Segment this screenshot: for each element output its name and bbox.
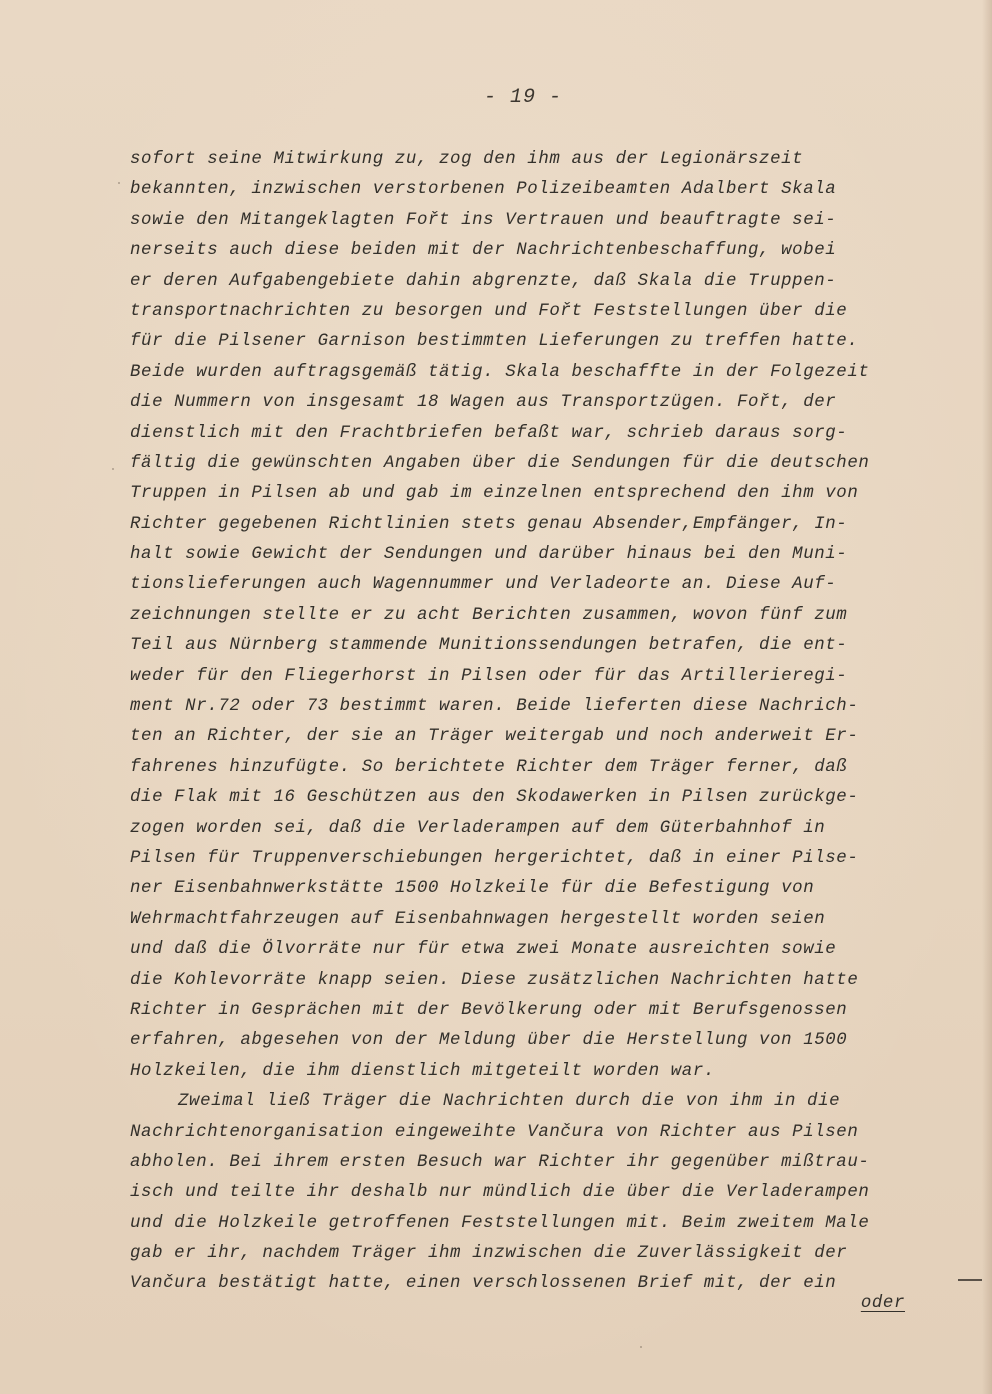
body-text bbox=[130, 145, 970, 1300]
text-line: transportnachrichten zu besorgen und Fořt Feststellungen über die bbox=[130, 301, 848, 321]
text-line: gab er ihr, nachdem Träger ihm inzwischen die Zuverlässigkeit der bbox=[130, 1244, 848, 1264]
text-line: zeichnungen stellte er zu acht Berichten zusammen, wovon fünf zum bbox=[130, 605, 848, 625]
text-line: Holzkeilen, die ihm dienstlich mitgeteilt worden war. bbox=[130, 1061, 715, 1081]
text-line: Richter in Gesprächen mit der Bevölkerung oder mit Berufsgenossen bbox=[130, 1000, 848, 1020]
text-line: fahrenes hinzufügte. So berichtete Richter dem Träger ferner, daß bbox=[130, 757, 848, 777]
paper-speck bbox=[118, 182, 120, 184]
catchword-row bbox=[0, 1294, 905, 1313]
text-line: Wehrmachtfahrzeugen auf Eisenbahnwagen hergestellt worden seien bbox=[130, 909, 826, 929]
text-line: weder für den Fliegerhorst in Pilsen oder für das Artillerieregi- bbox=[130, 666, 848, 686]
text-line: bekannten, inzwischen verstorbenen Polizeibeamten Adalbert Skala bbox=[130, 180, 837, 200]
text-line: die Nummern von insgesamt 18 Wagen aus Transportzügen. Fořt, der bbox=[130, 393, 837, 413]
text-line: er deren Aufgabengebiete dahin abgrenzte, daß Skala die Truppen- bbox=[130, 271, 837, 291]
page-number: - 19 - bbox=[483, 86, 562, 109]
text-line: dienstlich mit den Frachtbriefen befaßt war, schrieb daraus sorg- bbox=[130, 423, 848, 443]
catchword: oder bbox=[860, 1294, 905, 1313]
text-line: die Kohlevorräte knapp seien. Diese zusätzlichen Nachrichten hatte bbox=[130, 970, 859, 990]
text-line: und die Holzkeile getroffenen Feststellungen mit. Beim zweitem Male bbox=[130, 1213, 870, 1233]
text-line: Vančura bestätigt hatte, einen verschlossenen Brief mit, der ein bbox=[130, 1274, 837, 1294]
text-line: ner Eisenbahnwerkstätte 1500 Holzkeile für die Befestigung von bbox=[130, 879, 815, 899]
text-line: Pilsen für Truppenverschiebungen hergerichtet, daß in einer Pilse- bbox=[130, 848, 859, 868]
text-line: halt sowie Gewicht der Sendungen und darüber hinaus bei den Muni- bbox=[130, 545, 848, 565]
paragraph-start-line: Zweimal ließ Träger die Nachrichten durch die von ihm in die bbox=[178, 1092, 841, 1112]
paper-speck bbox=[640, 1346, 642, 1348]
text-line: erfahren, abgesehen von der Meldung über die Herstellung von 1500 bbox=[130, 1031, 848, 1051]
margin-dash-mark bbox=[958, 1279, 982, 1281]
text-line: fältig die gewünschten Angaben über die Sendungen für die deutschen bbox=[130, 453, 870, 473]
paper-speck bbox=[112, 468, 114, 470]
text-line: Nachrichtenorganisation eingeweihte Vančura von Richter aus Pilsen bbox=[130, 1122, 859, 1142]
text-line: nerseits auch diese beiden mit der Nachrichtenbeschaffung, wobei bbox=[130, 241, 837, 261]
text-line: abholen. Bei ihrem ersten Besuch war Richter ihr gegenüber mißtrau- bbox=[130, 1152, 870, 1172]
text-line: zogen worden sei, daß die Verladerampen auf dem Güterbahnhof in bbox=[130, 818, 826, 838]
text-line: Truppen in Pilsen ab und gab im einzelnen entsprechend den ihm von bbox=[130, 484, 859, 504]
page-edge-shadow bbox=[982, 0, 992, 1394]
text-line: ment Nr.72 oder 73 bestimmt waren. Beide lieferten diese Nachrich- bbox=[130, 697, 859, 717]
text-line: tionslieferungen auch Wagennummer und Verladeorte an. Diese Auf- bbox=[130, 575, 837, 595]
text-line: Beide wurden auftragsgemäß tätig. Skala beschaffte in der Folgezeit bbox=[130, 362, 870, 382]
text-line: isch und teilte ihr deshalb nur mündlich die über die Verladerampen bbox=[130, 1183, 870, 1203]
text-line: Teil aus Nürnberg stammende Munitionssendungen betrafen, die ent- bbox=[130, 636, 848, 656]
text-line: und daß die Ölvorräte nur für etwa zwei Monate ausreichten sowie bbox=[130, 940, 837, 960]
text-line: sowie den Mitangeklagten Fořt ins Vertrauen und beauftragte sei- bbox=[130, 210, 837, 230]
text-line: für die Pilsener Garnison bestimmten Lieferungen zu treffen hatte. bbox=[130, 332, 859, 352]
text-line: Richter gegebenen Richtlinien stets genau Absender,Empfänger, In- bbox=[130, 514, 848, 534]
text-line: ten an Richter, der sie an Träger weitergab und noch anderweit Er- bbox=[130, 727, 859, 747]
text-line: die Flak mit 16 Geschützen aus den Skodawerken in Pilsen zurückge- bbox=[130, 788, 859, 808]
text-line: sofort seine Mitwirkung zu, zog den ihm aus der Legionärszeit bbox=[130, 150, 804, 169]
